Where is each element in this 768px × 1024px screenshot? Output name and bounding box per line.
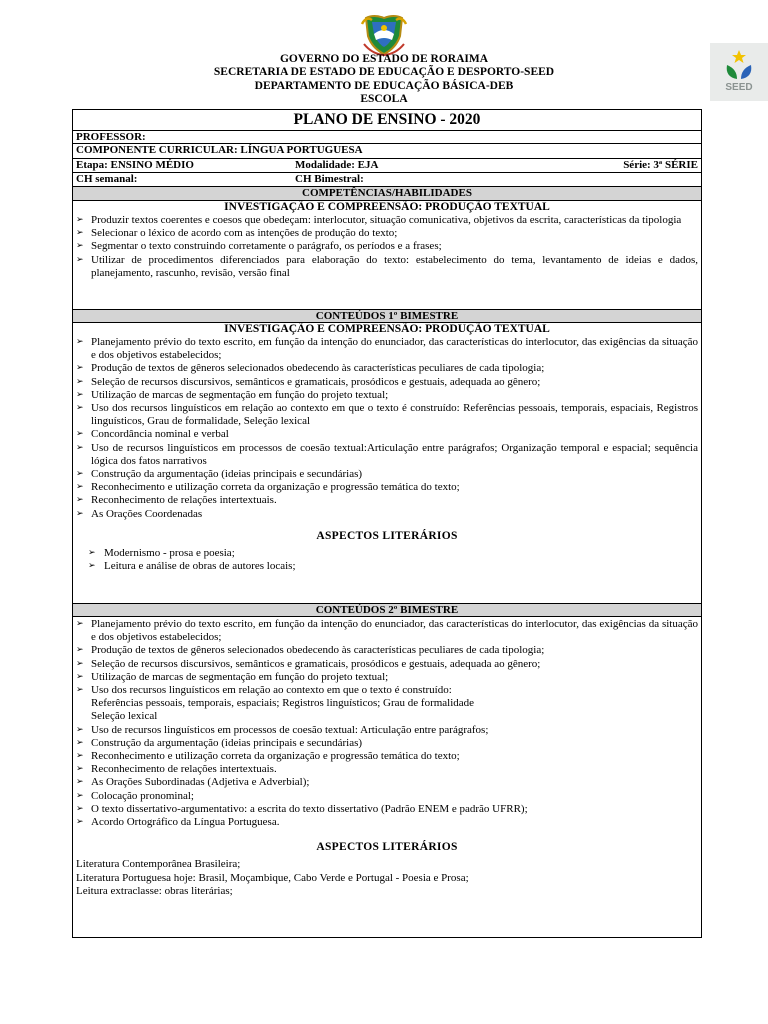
list-item: ➢ Produzir textos coerentes e coesos que obedeçam: interlocutor, situação comunicativa, objetivos da escrita, características da tipologia [76, 214, 698, 227]
list-item: ➢ Leitura e análise de obras de autores locais; [76, 560, 698, 573]
bimester2-list-cont [76, 724, 698, 830]
bimester2-literary-list [76, 858, 698, 898]
list-item: ➢ As Orações Subordinadas (Adjetiva e Adverbial); [76, 776, 698, 789]
list-item: ➢ Utilizar de procedimentos diferenciados para elaboração do texto: estabelecimento do tema, levantamento de ideias e dados, planejamento, rascunho, revisão, versão final [76, 254, 698, 280]
list-item: ➢ Planejamento prévio do texto escrito, em função da intenção do enunciador, das características do interlocutor, das exigências da situação e dos objetivos estabelecidos; [76, 618, 698, 644]
competencies-list [76, 214, 698, 280]
bimester1-literary-heading: ASPECTOS LITERÁRIOS [316, 529, 458, 542]
bimester1-heading: CONTEÚDOS 1º BIMESTRE [73, 310, 701, 323]
list-item: ➢ Utilização de marcas de segmentação em função do projeto textual; [76, 671, 698, 684]
modality-label: Modalidade: EJA [295, 159, 379, 171]
bimester1-list [76, 336, 698, 521]
bimester2-literary-heading: ASPECTOS LITERÁRIOS [316, 841, 458, 854]
list-item: ➢ O texto dissertativo-argumentativo: a escrita do texto dissertativo (Padrão ENEM e padrão UFRR); [76, 803, 698, 816]
list-item: ➢ Utilização de marcas de segmentação em função do projeto textual; [76, 389, 698, 402]
list-item: ➢ Planejamento prévio do texto escrito, em função da intenção do enunciador, das características do interlocutor, das exigências da situação e dos objetivos estabelecidos; [76, 336, 698, 362]
list-item: ➢ As Orações Coordenadas [76, 508, 698, 521]
list-item: Literatura Contemporânea Brasileira; [76, 858, 241, 871]
list-item: ➢ Uso dos recursos linguísticos em relação ao contexto em que o texto é construído: [76, 684, 698, 697]
workload-row [73, 173, 701, 187]
list-item: ➢ Reconhecimento de relações intertextuais. [76, 494, 698, 507]
list-item: ➢ Modernismo - prosa e poesia; [76, 547, 698, 560]
list-item: ➢ Uso de recursos linguísticos em processos de coesão textual:Articulação entre parágrafos; Organização temporal e espacial; sequência lógica dos fatos narrativos [76, 442, 698, 468]
list-item: ➢ Uso dos recursos linguísticos em relação ao contexto em que o texto é construído: Referências pessoais, temporais, espaciais, Registros linguísticos, Grau de formalidade, Seleção lexical [76, 402, 698, 428]
header-department: DEPARTAMENTO DE EDUCAÇÃO BÁSICA-DEB [254, 79, 514, 92]
list-item: ➢ Reconhecimento de relações intertextuais. [76, 763, 698, 776]
plan-title: PLANO DE ENSINO - 2020 [73, 110, 701, 131]
roraima-coat-of-arms-logo [360, 14, 408, 56]
list-item: Leitura extraclasse: obras literárias; [76, 884, 233, 897]
bimester2-item5-continuation: Seleção lexical [91, 710, 158, 723]
weekly-hours-label: CH semanal: [76, 173, 138, 185]
list-item: ➢ Produção de textos de gêneros selecionados obedecendo às características peculiares de cada tipologia; [76, 362, 698, 375]
competencies-heading: COMPETÊNCIAS/HABILIDADES [73, 187, 701, 201]
list-item: ➢ Seleção de recursos discursivos, semânticos e gramaticais, prosódicos e gestuais, adequada ao gênero; [76, 658, 698, 671]
stage-label: Etapa: ENSINO MÉDIO [76, 159, 194, 171]
stage-row [73, 159, 701, 173]
list-item: ➢ Reconhecimento e utilização correta da organização e progressão temática do texto; [76, 750, 698, 763]
list-item: ➢ Produção de textos de gêneros selecionados obedecendo às características peculiares de cada tipologia; [76, 644, 698, 657]
competencies-subheading: INVESTIGAÇÃO E COMPREENSÃO: PRODUÇÃO TEXTUAL [224, 201, 550, 213]
professor-row: PROFESSOR: [73, 131, 701, 144]
document-header [0, 53, 768, 107]
list-item: ➢ Segmentar o texto construindo corretamente o parágrafo, os períodos e a frases; [76, 240, 698, 253]
bimester1-subheading: INVESTIGAÇÃO E COMPREENSÃO: PRODUÇÃO TEXTUAL [224, 323, 550, 335]
bimester1-literary-list [76, 547, 698, 573]
competencies-section [73, 201, 701, 310]
bimester2-list [76, 618, 698, 697]
teaching-plan-table [72, 109, 702, 938]
list-item: ➢ Seleção de recursos discursivos, semânticos e gramaticais, prosódicos e gestuais, adequada ao gênero; [76, 376, 698, 389]
bimester2-item5-continuation: Referências pessoais, temporais, espaciais; Registros linguísticos; Grau de formalidade [91, 697, 475, 710]
bimester2-heading: CONTEÚDOS 2º BIMESTRE [73, 604, 701, 617]
list-item: Literatura Portuguesa hoje: Brasil, Moçambique, Cabo Verde e Portugal - Poesia e Prosa; [76, 871, 469, 884]
bimester2-section [73, 618, 701, 898]
list-item: ➢ Acordo Ortográfico da Língua Portuguesa. [76, 816, 698, 829]
list-item: ➢ Construção da argumentação (ideias principais e secundárias) [76, 737, 698, 750]
header-school: ESCOLA [360, 93, 408, 106]
bimonthly-hours-label: CH Bimestral: [295, 173, 364, 185]
header-government: GOVERNO DO ESTADO DE RORAIMA [279, 53, 489, 65]
curricular-component-row: COMPONENTE CURRICULAR: LÍNGUA PORTUGUESA [73, 144, 701, 159]
bimester1-section [73, 323, 701, 604]
list-item: ➢ Concordância nominal e verbal [76, 428, 698, 441]
header-secretariat: SECRETARIA DE ESTADO DE EDUCAÇÃO E DESPORTO-SEED [213, 66, 555, 79]
grade-label: Série: 3ª SÉRIE [623, 159, 698, 171]
list-item: ➢ Selecionar o léxico de acordo com as intenções de produção do texto; [76, 227, 698, 240]
list-item: ➢ Construção da argumentação (ideias principais e secundárias) [76, 468, 698, 481]
list-item: ➢ Uso de recursos linguísticos em processos de coesão textual: Articulação entre parágrafos; [76, 724, 698, 737]
list-item: ➢ Reconhecimento e utilização correta da organização e progressão temática do texto; [76, 481, 698, 494]
seed-logo-text: SEED [725, 82, 753, 93]
list-item: ➢ Colocação pronominal; [76, 790, 698, 803]
